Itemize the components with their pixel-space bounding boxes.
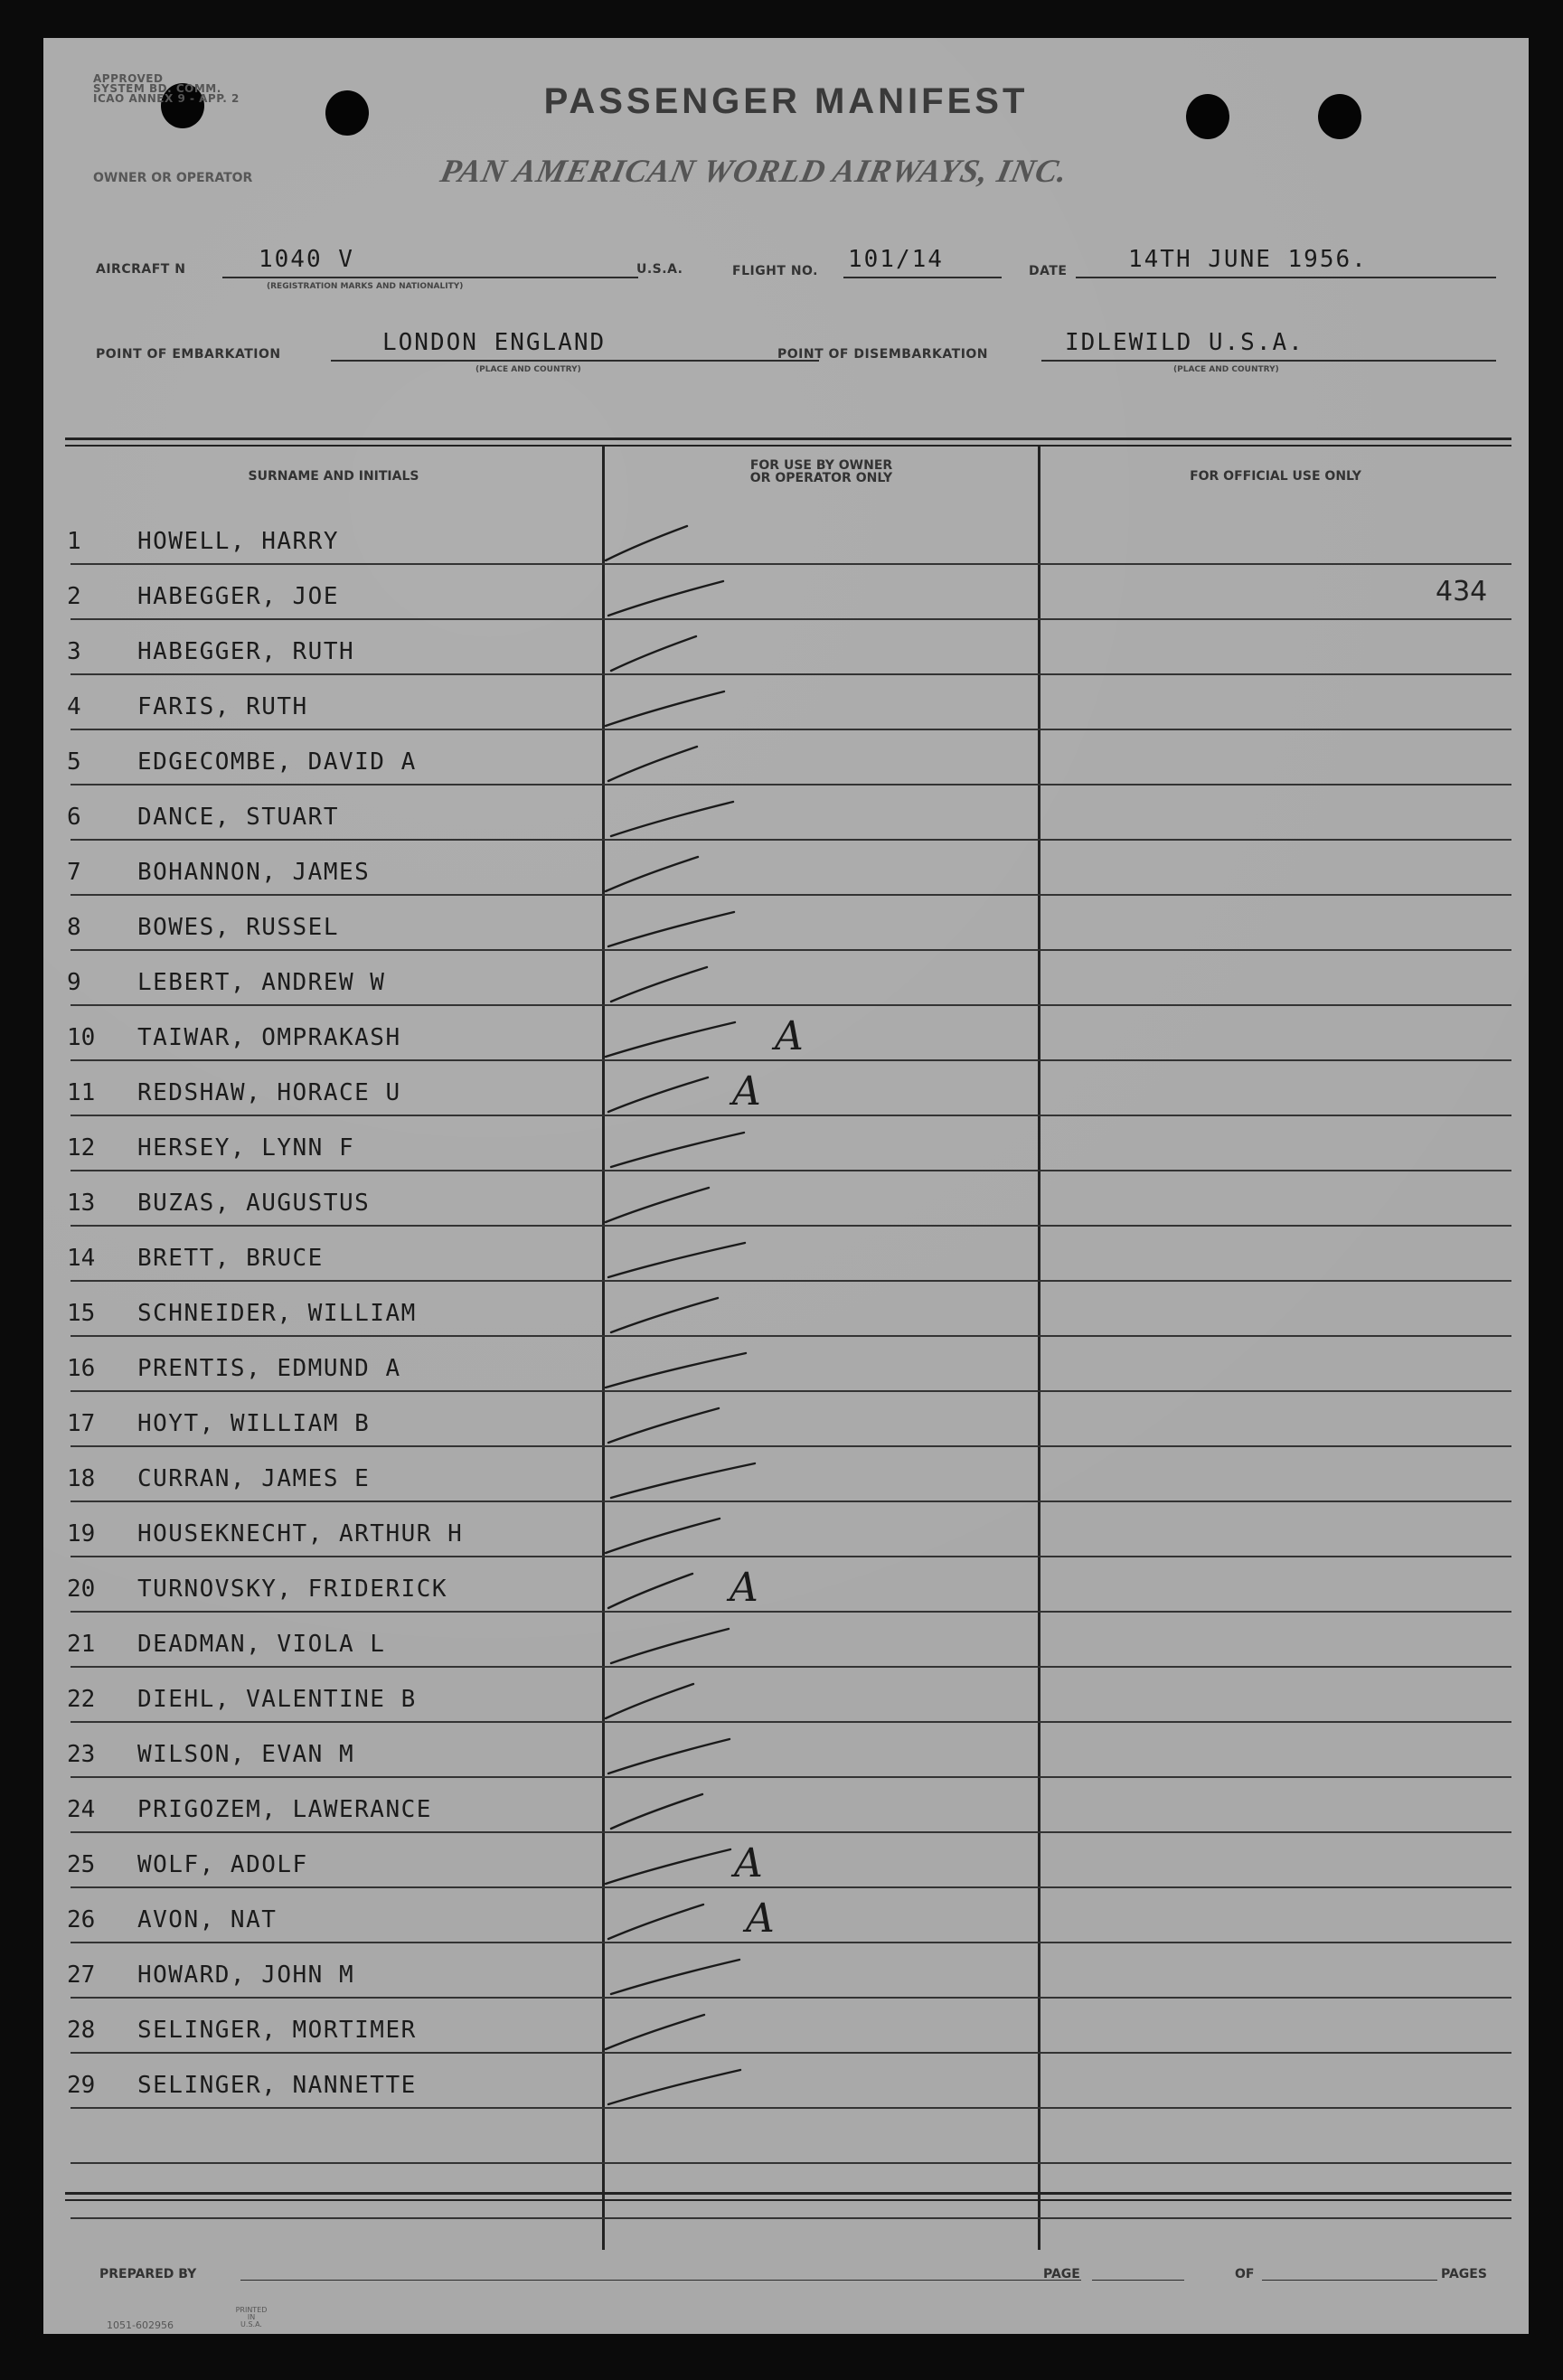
check-mark [611, 1133, 744, 1167]
embark-place-note: (PLACE AND COUNTRY) [475, 365, 581, 374]
handwritten-a-mark: A [734, 1840, 763, 1886]
handwritten-a-mark: A [746, 1896, 775, 1942]
passenger-name: WILSON, EVAN M [137, 1741, 355, 1768]
passenger-name: DANCE, STUART [137, 804, 339, 831]
check-mark [606, 1022, 735, 1057]
check-mark [611, 1463, 755, 1498]
row-number: 15 [67, 1300, 96, 1327]
row-number: 13 [67, 1190, 96, 1217]
row-number: 26 [67, 1906, 96, 1933]
check-mark [611, 636, 696, 671]
form-number: 1051-602956 [107, 2319, 174, 2331]
row-number: 16 [67, 1355, 96, 1382]
col-header-official: FOR OFFICIAL USE ONLY [1190, 469, 1361, 484]
passenger-name: REDSHAW, HORACE U [137, 1079, 401, 1106]
passenger-name: EDGECOMBE, DAVID A [137, 748, 417, 776]
check-mark [608, 1408, 719, 1443]
check-mark [608, 1905, 703, 1939]
passenger-name: PRIGOZEM, LAWERANCE [137, 1796, 432, 1823]
check-mark [606, 1684, 693, 1718]
row-number: 14 [67, 1245, 96, 1272]
passenger-name: HERSEY, LYNN F [137, 1134, 355, 1162]
row-number: 22 [67, 1686, 96, 1713]
page-label: PAGE [1043, 2267, 1080, 2281]
col-header-name: SURNAME AND INITIALS [248, 469, 419, 484]
of-underline [1262, 2280, 1437, 2281]
approval-note: APPROVED SYSTEM BD. COMM. ICAO ANNEX 9 - APP. 2 [93, 72, 240, 105]
manifest-sheet [43, 38, 1529, 2334]
passenger-name: FARIS, RUTH [137, 693, 308, 720]
row-number: 2 [67, 583, 81, 610]
row-number: 8 [67, 914, 81, 941]
passenger-name: BRETT, BRUCE [137, 1245, 324, 1272]
row-number: 27 [67, 1961, 96, 1989]
passenger-name: WOLF, ADOLF [137, 1851, 308, 1878]
embarkation-value: LONDON ENGLAND [382, 329, 607, 356]
row-number: 7 [67, 859, 81, 886]
of-label: OF [1235, 2267, 1255, 2281]
row-number: 5 [67, 748, 81, 776]
embark-label: POINT OF EMBARKATION [96, 347, 281, 362]
registration-note: (REGISTRATION MARKS AND NATIONALITY) [267, 282, 464, 291]
passenger-name: DIEHL, VALENTINE B [137, 1686, 417, 1713]
row-number: 19 [67, 1520, 96, 1547]
page-title: PASSENGER MANIFEST [543, 81, 1029, 121]
check-mark [606, 1188, 709, 1222]
row-number: 23 [67, 1741, 96, 1768]
passenger-name: SELINGER, MORTIMER [137, 2017, 417, 2044]
row-number: 10 [67, 1024, 96, 1051]
row-number: 29 [67, 2072, 96, 2099]
check-mark [606, 1849, 730, 1884]
passenger-name: HABEGGER, JOE [137, 583, 339, 610]
disembarkation-value: IDLEWILD U.S.A. [1065, 329, 1304, 356]
passenger-name: HOYT, WILLIAM B [137, 1410, 371, 1437]
row-number: 6 [67, 804, 81, 831]
date-label: DATE [1029, 264, 1068, 278]
check-mark [608, 581, 723, 616]
row-number: 24 [67, 1796, 96, 1823]
passenger-name: SCHNEIDER, WILLIAM [137, 1300, 417, 1327]
check-mark [611, 1794, 702, 1829]
check-mark [606, 2015, 704, 2049]
passenger-name: HABEGGER, RUTH [137, 638, 355, 665]
row-number: 28 [67, 2017, 96, 2044]
row-number: 3 [67, 638, 81, 665]
check-mark [606, 691, 724, 726]
flight-number: 101/14 [848, 246, 944, 273]
check-mark [606, 1353, 746, 1388]
check-mark [608, 747, 697, 781]
check-mark [611, 1960, 739, 1994]
passenger-name: BUZAS, AUGUSTUS [137, 1190, 371, 1217]
passenger-name: CURRAN, JAMES E [137, 1465, 371, 1492]
passenger-name: BOHANNON, JAMES [137, 859, 371, 886]
passenger-name: SELINGER, NANNETTE [137, 2072, 417, 2099]
row-number: 1 [67, 528, 81, 555]
passenger-name: HOWELL, HARRY [137, 528, 339, 555]
row-number: 12 [67, 1134, 96, 1162]
disembark-place-note: (PLACE AND COUNTRY) [1173, 365, 1279, 374]
check-mark [608, 1574, 692, 1608]
check-mark [611, 967, 707, 1002]
row-number: 9 [67, 969, 81, 996]
owner-label: OWNER OR OPERATOR [93, 171, 253, 185]
prepared-underline [240, 2280, 1081, 2281]
row-number: 20 [67, 1576, 96, 1603]
aircraft-value: 1040 V [259, 246, 354, 273]
check-mark [608, 1243, 745, 1277]
handwritten-a-mark: A [775, 1013, 804, 1059]
company-name: PAN AMERICAN WORLD AIRWAYS, INC. [437, 153, 1072, 189]
passenger-name: HOWARD, JOHN M [137, 1961, 355, 1989]
handwritten-a-mark: A [730, 1565, 758, 1611]
date-value: 14TH JUNE 1956. [1128, 246, 1368, 273]
handwritten-a-mark: A [732, 1068, 761, 1115]
aircraft-label: AIRCRAFT N [96, 262, 186, 277]
nationality-label: U.S.A. [636, 262, 683, 277]
check-mark [608, 912, 734, 946]
check-mark [606, 1519, 720, 1553]
row-number: 25 [67, 1851, 96, 1878]
passenger-name: TAIWAR, OMPRAKASH [137, 1024, 401, 1051]
check-mark [606, 526, 687, 560]
row-number: 11 [67, 1079, 96, 1106]
pages-label: PAGES [1441, 2267, 1487, 2281]
col-header-owner: FOR USE BY OWNER OR OPERATOR ONLY [749, 458, 893, 485]
passenger-name: BOWES, RUSSEL [137, 914, 339, 941]
check-mark [608, 1739, 730, 1773]
passenger-name: PRENTIS, EDMUND A [137, 1355, 401, 1382]
check-mark [608, 1077, 708, 1112]
printed-stamp: PRINTED IN U.S.A. [235, 2306, 268, 2328]
check-marks [43, 38, 1529, 2334]
check-mark [611, 1298, 718, 1332]
prepared-label: PREPARED BY [99, 2267, 197, 2281]
check-mark [611, 1629, 729, 1663]
passenger-name: HOUSEKNECHT, ARTHUR H [137, 1520, 464, 1547]
page-underline [1092, 2280, 1184, 2281]
passenger-name: LEBERT, ANDREW W [137, 969, 386, 996]
passenger-name: AVON, NAT [137, 1906, 278, 1933]
flight-label: FLIGHT NO. [732, 264, 818, 278]
passenger-name: DEADMAN, VIOLA L [137, 1631, 386, 1658]
check-mark [611, 802, 733, 836]
disembark-label: POINT OF DISEMBARKATION [777, 347, 989, 362]
official-entry: 434 [1436, 576, 1488, 607]
check-mark [608, 2070, 740, 2104]
check-mark [606, 857, 698, 891]
row-number: 17 [67, 1410, 96, 1437]
passenger-name: TURNOVSKY, FRIDERICK [137, 1576, 448, 1603]
row-number: 4 [67, 693, 81, 720]
row-number: 21 [67, 1631, 96, 1658]
row-number: 18 [67, 1465, 96, 1492]
